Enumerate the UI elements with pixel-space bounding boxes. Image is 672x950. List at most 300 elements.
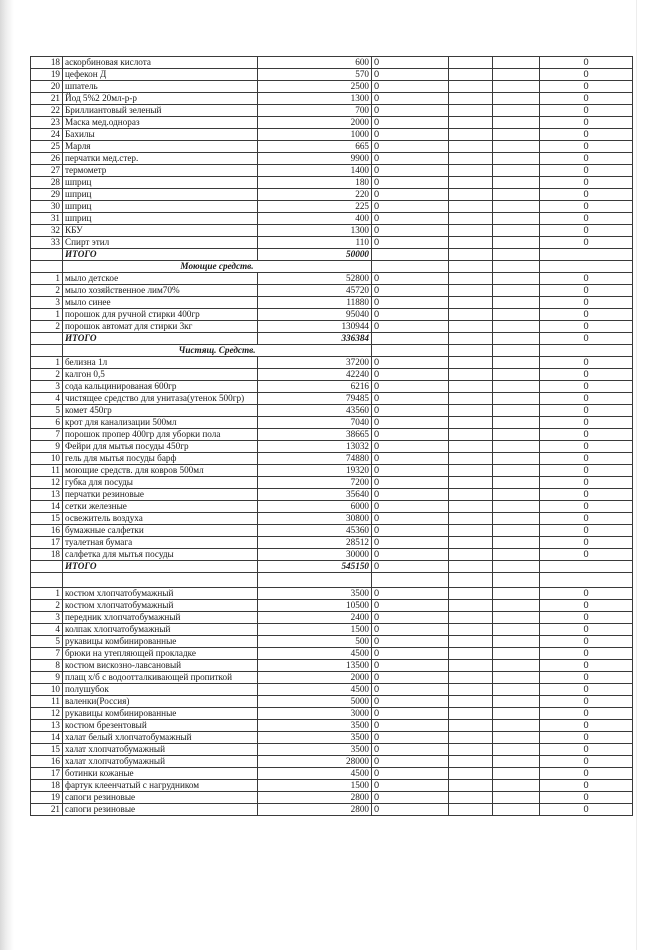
empty-cell	[540, 573, 633, 588]
item-name: перчатки резиновые	[63, 489, 258, 501]
item-quantity: 600	[258, 57, 372, 69]
empty-cell	[540, 249, 633, 261]
item-name: мыло синее	[63, 297, 258, 309]
empty-cell	[449, 381, 493, 393]
row-number: 1	[31, 588, 63, 600]
item-quantity: 3500	[258, 732, 372, 744]
empty-cell	[493, 105, 540, 117]
row-number: 6	[31, 417, 63, 429]
item-quantity: 1500	[258, 780, 372, 792]
empty-cell	[449, 441, 493, 453]
empty-cell	[449, 696, 493, 708]
empty-cell	[449, 213, 493, 225]
item-value-a: 0	[372, 369, 449, 381]
total-value-a: 0	[372, 561, 449, 573]
scan-edge	[0, 0, 14, 950]
empty-cell	[372, 345, 449, 357]
item-name: костюм хлопчатобумажный	[63, 600, 258, 612]
empty-cell	[449, 636, 493, 648]
table-row	[31, 381, 633, 393]
empty-cell	[493, 117, 540, 129]
item-name: костюм хлопчатобумажный	[63, 588, 258, 600]
row-number: 9	[31, 672, 63, 684]
item-name: перчатки мед.стер.	[63, 153, 258, 165]
empty-cell	[449, 429, 493, 441]
empty-cell	[493, 273, 540, 285]
empty-cell	[449, 417, 493, 429]
item-value-a: 0	[372, 189, 449, 201]
row-number: 10	[31, 453, 63, 465]
table-row	[31, 369, 633, 381]
item-value-b: 0	[540, 369, 633, 381]
empty-cell	[493, 213, 540, 225]
empty-cell	[493, 684, 540, 696]
item-quantity: 28512	[258, 537, 372, 549]
item-value-a: 0	[372, 117, 449, 129]
item-value-b: 0	[540, 708, 633, 720]
empty-cell	[493, 465, 540, 477]
empty-cell	[449, 69, 493, 81]
item-quantity: 37200	[258, 357, 372, 369]
table-row	[31, 756, 633, 768]
empty-cell	[493, 720, 540, 732]
table-row	[31, 273, 633, 285]
table-row	[31, 501, 633, 513]
empty-cell	[493, 804, 540, 816]
total-label: ИТОГО	[63, 561, 258, 573]
item-value-a: 0	[372, 57, 449, 69]
empty-cell	[449, 81, 493, 93]
item-quantity: 30000	[258, 549, 372, 561]
empty-cell	[493, 489, 540, 501]
empty-cell	[493, 573, 540, 588]
item-value-a: 0	[372, 549, 449, 561]
item-quantity: 6216	[258, 381, 372, 393]
item-value-b: 0	[540, 792, 633, 804]
table-row	[31, 141, 633, 153]
item-value-b: 0	[540, 177, 633, 189]
empty-cell	[449, 465, 493, 477]
empty-cell	[449, 345, 493, 357]
item-name: мыло хозяйственное лим70%	[63, 285, 258, 297]
item-value-b: 0	[540, 285, 633, 297]
empty-cell	[449, 525, 493, 537]
item-value-b: 0	[540, 57, 633, 69]
item-name: Спирт этил	[63, 237, 258, 249]
section-title: Чистящ. Средств.	[63, 345, 372, 357]
empty-cell	[493, 57, 540, 69]
item-value-a: 0	[372, 177, 449, 189]
empty-cell	[449, 684, 493, 696]
item-value-a: 0	[372, 612, 449, 624]
item-name: Маска мед.однораз	[63, 117, 258, 129]
item-name: Бахилы	[63, 129, 258, 141]
blank-row	[31, 573, 633, 588]
empty-cell	[493, 768, 540, 780]
empty-cell	[449, 501, 493, 513]
item-value-b: 0	[540, 453, 633, 465]
item-quantity: 52800	[258, 273, 372, 285]
empty-cell	[493, 708, 540, 720]
item-quantity: 1400	[258, 165, 372, 177]
item-value-a: 0	[372, 441, 449, 453]
empty-cell	[449, 768, 493, 780]
item-quantity: 2000	[258, 117, 372, 129]
inventory-table-body	[31, 57, 633, 816]
item-quantity: 13500	[258, 660, 372, 672]
row-number: 2	[31, 600, 63, 612]
table-row	[31, 780, 633, 792]
empty-cell	[449, 117, 493, 129]
empty-cell	[449, 273, 493, 285]
row-number: 17	[31, 768, 63, 780]
item-name: халат хлопчатобумажный	[63, 744, 258, 756]
empty-cell	[493, 201, 540, 213]
table-row	[31, 153, 633, 165]
item-value-a: 0	[372, 153, 449, 165]
empty-cell	[493, 165, 540, 177]
empty-cell	[493, 672, 540, 684]
item-value-b: 0	[540, 381, 633, 393]
item-name: Фейри для мытья посуды 450гр	[63, 441, 258, 453]
table-row	[31, 588, 633, 600]
table-row	[31, 441, 633, 453]
row-number: 33	[31, 237, 63, 249]
empty-cell	[449, 537, 493, 549]
item-value-a: 0	[372, 417, 449, 429]
empty-cell	[493, 129, 540, 141]
item-quantity: 700	[258, 105, 372, 117]
empty-cell	[449, 708, 493, 720]
table-row	[31, 465, 633, 477]
table-row	[31, 309, 633, 321]
item-value-b: 0	[540, 393, 633, 405]
item-value-a: 0	[372, 525, 449, 537]
item-value-a: 0	[372, 708, 449, 720]
item-name: моющие средств. для ковров 500мл	[63, 465, 258, 477]
item-quantity: 7040	[258, 417, 372, 429]
table-row	[31, 93, 633, 105]
empty-cell	[493, 369, 540, 381]
item-value-a: 0	[372, 141, 449, 153]
table-row	[31, 417, 633, 429]
item-value-b: 0	[540, 201, 633, 213]
item-value-a: 0	[372, 453, 449, 465]
item-value-a: 0	[372, 756, 449, 768]
table-row	[31, 165, 633, 177]
empty-cell	[31, 333, 63, 345]
item-value-b: 0	[540, 648, 633, 660]
table-row	[31, 297, 633, 309]
empty-cell	[493, 153, 540, 165]
row-number: 31	[31, 213, 63, 225]
item-quantity: 13032	[258, 441, 372, 453]
item-value-a: 0	[372, 213, 449, 225]
empty-cell	[63, 573, 258, 588]
row-number: 22	[31, 105, 63, 117]
item-value-a: 0	[372, 732, 449, 744]
empty-cell	[449, 573, 493, 588]
row-number: 13	[31, 720, 63, 732]
empty-cell	[493, 309, 540, 321]
empty-cell	[449, 177, 493, 189]
row-number: 5	[31, 405, 63, 417]
item-value-b: 0	[540, 744, 633, 756]
row-number: 1	[31, 273, 63, 285]
empty-cell	[493, 792, 540, 804]
item-quantity: 180	[258, 177, 372, 189]
item-value-b: 0	[540, 612, 633, 624]
item-quantity: 6000	[258, 501, 372, 513]
empty-cell	[449, 489, 493, 501]
empty-cell	[449, 600, 493, 612]
item-name: крот для канализации 500мл	[63, 417, 258, 429]
empty-cell	[449, 780, 493, 792]
row-number: 15	[31, 744, 63, 756]
empty-cell	[493, 93, 540, 105]
empty-cell	[493, 648, 540, 660]
empty-cell	[449, 648, 493, 660]
item-name: чистящее средство для унитаза(утенок 500гр)	[63, 393, 258, 405]
table-row	[31, 648, 633, 660]
item-value-b: 0	[540, 600, 633, 612]
item-name: фартук клеенчатый с нагрудником	[63, 780, 258, 792]
item-quantity: 220	[258, 189, 372, 201]
item-name: цефекон Д	[63, 69, 258, 81]
table-row	[31, 213, 633, 225]
item-value-b: 0	[540, 93, 633, 105]
empty-cell	[449, 612, 493, 624]
row-number: 17	[31, 537, 63, 549]
row-number: 2	[31, 369, 63, 381]
total-quantity: 50000	[258, 249, 372, 261]
empty-cell	[449, 153, 493, 165]
empty-cell	[449, 129, 493, 141]
row-number: 28	[31, 177, 63, 189]
item-name: КБУ	[63, 225, 258, 237]
row-number: 32	[31, 225, 63, 237]
empty-cell	[493, 624, 540, 636]
item-name: ботинки кожаные	[63, 768, 258, 780]
empty-cell	[493, 549, 540, 561]
row-number: 3	[31, 612, 63, 624]
table-row	[31, 105, 633, 117]
empty-cell	[449, 624, 493, 636]
item-name: сода кальцинированая 600гр	[63, 381, 258, 393]
item-value-b: 0	[540, 636, 633, 648]
empty-cell	[493, 225, 540, 237]
item-quantity: 665	[258, 141, 372, 153]
item-value-a: 0	[372, 768, 449, 780]
empty-cell	[449, 201, 493, 213]
empty-cell	[493, 141, 540, 153]
item-value-b: 0	[540, 69, 633, 81]
row-number: 8	[31, 660, 63, 672]
empty-cell	[493, 453, 540, 465]
item-value-b: 0	[540, 768, 633, 780]
item-value-b: 0	[540, 117, 633, 129]
item-name: рукавицы комбинированные	[63, 708, 258, 720]
item-value-a: 0	[372, 81, 449, 93]
item-quantity: 74880	[258, 453, 372, 465]
row-number: 19	[31, 69, 63, 81]
item-value-b: 0	[540, 225, 633, 237]
row-number: 13	[31, 489, 63, 501]
item-quantity: 4500	[258, 648, 372, 660]
empty-cell	[540, 261, 633, 273]
empty-cell	[493, 744, 540, 756]
item-quantity: 28000	[258, 756, 372, 768]
inventory-table	[30, 56, 633, 816]
item-name: шприц	[63, 201, 258, 213]
table-row	[31, 81, 633, 93]
item-value-b: 0	[540, 804, 633, 816]
empty-cell	[493, 525, 540, 537]
table-row	[31, 660, 633, 672]
table-row	[31, 624, 633, 636]
item-name: порошок пропер 400гр для уборки пола	[63, 429, 258, 441]
item-value-a: 0	[372, 477, 449, 489]
item-value-b: 0	[540, 309, 633, 321]
item-value-a: 0	[372, 588, 449, 600]
empty-cell	[493, 405, 540, 417]
total-row	[31, 561, 633, 573]
empty-cell	[449, 405, 493, 417]
item-quantity: 225	[258, 201, 372, 213]
empty-cell	[449, 453, 493, 465]
empty-cell	[540, 345, 633, 357]
item-name: сетки железные	[63, 501, 258, 513]
row-number: 3	[31, 381, 63, 393]
item-value-a: 0	[372, 804, 449, 816]
empty-cell	[493, 696, 540, 708]
item-name: губка для посуды	[63, 477, 258, 489]
item-quantity: 43560	[258, 405, 372, 417]
empty-cell	[449, 141, 493, 153]
empty-cell	[449, 804, 493, 816]
table-row	[31, 600, 633, 612]
item-value-a: 0	[372, 744, 449, 756]
row-number: 4	[31, 393, 63, 405]
item-quantity: 110	[258, 237, 372, 249]
empty-cell	[493, 249, 540, 261]
empty-cell	[372, 333, 449, 345]
empty-cell	[493, 537, 540, 549]
item-name: бумажные салфетки	[63, 525, 258, 537]
item-value-b: 0	[540, 405, 633, 417]
table-row	[31, 684, 633, 696]
item-value-a: 0	[372, 225, 449, 237]
empty-cell	[493, 780, 540, 792]
total-row	[31, 249, 633, 261]
empty-cell	[449, 588, 493, 600]
empty-cell	[31, 573, 63, 588]
empty-cell	[449, 672, 493, 684]
item-name: шпатель	[63, 81, 258, 93]
item-name: порошок для ручной стирки 400гр	[63, 309, 258, 321]
empty-cell	[372, 573, 449, 588]
item-value-b: 0	[540, 660, 633, 672]
item-name: Йод 5%2 20мл-р-р	[63, 93, 258, 105]
item-value-b: 0	[540, 417, 633, 429]
table-row	[31, 393, 633, 405]
item-value-a: 0	[372, 696, 449, 708]
table-row	[31, 537, 633, 549]
total-row	[31, 333, 633, 345]
empty-cell	[493, 297, 540, 309]
row-number: 29	[31, 189, 63, 201]
item-quantity: 45720	[258, 285, 372, 297]
item-quantity: 95040	[258, 309, 372, 321]
item-name: Марля	[63, 141, 258, 153]
table-row	[31, 549, 633, 561]
table-row	[31, 237, 633, 249]
item-value-a: 0	[372, 537, 449, 549]
item-quantity: 2000	[258, 672, 372, 684]
row-number: 3	[31, 297, 63, 309]
item-value-a: 0	[372, 648, 449, 660]
item-value-b: 0	[540, 105, 633, 117]
item-value-a: 0	[372, 465, 449, 477]
row-number: 15	[31, 513, 63, 525]
empty-cell	[449, 369, 493, 381]
row-number: 21	[31, 93, 63, 105]
empty-cell	[493, 417, 540, 429]
empty-cell	[449, 225, 493, 237]
item-value-b: 0	[540, 732, 633, 744]
item-quantity: 1300	[258, 93, 372, 105]
row-number: 24	[31, 129, 63, 141]
item-quantity: 3000	[258, 708, 372, 720]
row-number: 14	[31, 732, 63, 744]
row-number: 10	[31, 684, 63, 696]
item-value-a: 0	[372, 357, 449, 369]
item-value-a: 0	[372, 624, 449, 636]
total-value-b: 0	[540, 333, 633, 345]
empty-cell	[449, 756, 493, 768]
row-number: 7	[31, 648, 63, 660]
table-row	[31, 708, 633, 720]
total-label: ИТОГО	[63, 249, 258, 261]
item-value-b: 0	[540, 624, 633, 636]
row-number: 18	[31, 780, 63, 792]
table-row	[31, 612, 633, 624]
table-row	[31, 636, 633, 648]
empty-cell	[449, 732, 493, 744]
empty-cell	[493, 177, 540, 189]
empty-cell	[493, 660, 540, 672]
item-value-a: 0	[372, 165, 449, 177]
item-value-b: 0	[540, 501, 633, 513]
item-quantity: 1500	[258, 624, 372, 636]
item-quantity: 30800	[258, 513, 372, 525]
empty-cell	[493, 756, 540, 768]
item-quantity: 2400	[258, 612, 372, 624]
empty-cell	[31, 561, 63, 573]
item-value-a: 0	[372, 105, 449, 117]
item-name: шприц	[63, 213, 258, 225]
item-value-a: 0	[372, 381, 449, 393]
item-quantity: 500	[258, 636, 372, 648]
table-row	[31, 453, 633, 465]
item-value-b: 0	[540, 141, 633, 153]
item-quantity: 79485	[258, 393, 372, 405]
empty-cell	[449, 93, 493, 105]
item-name: колпак хлопчатобумажный	[63, 624, 258, 636]
item-name: полушубок	[63, 684, 258, 696]
item-name: сапоги резиновые	[63, 792, 258, 804]
item-name: гель для мытья посуды барф	[63, 453, 258, 465]
